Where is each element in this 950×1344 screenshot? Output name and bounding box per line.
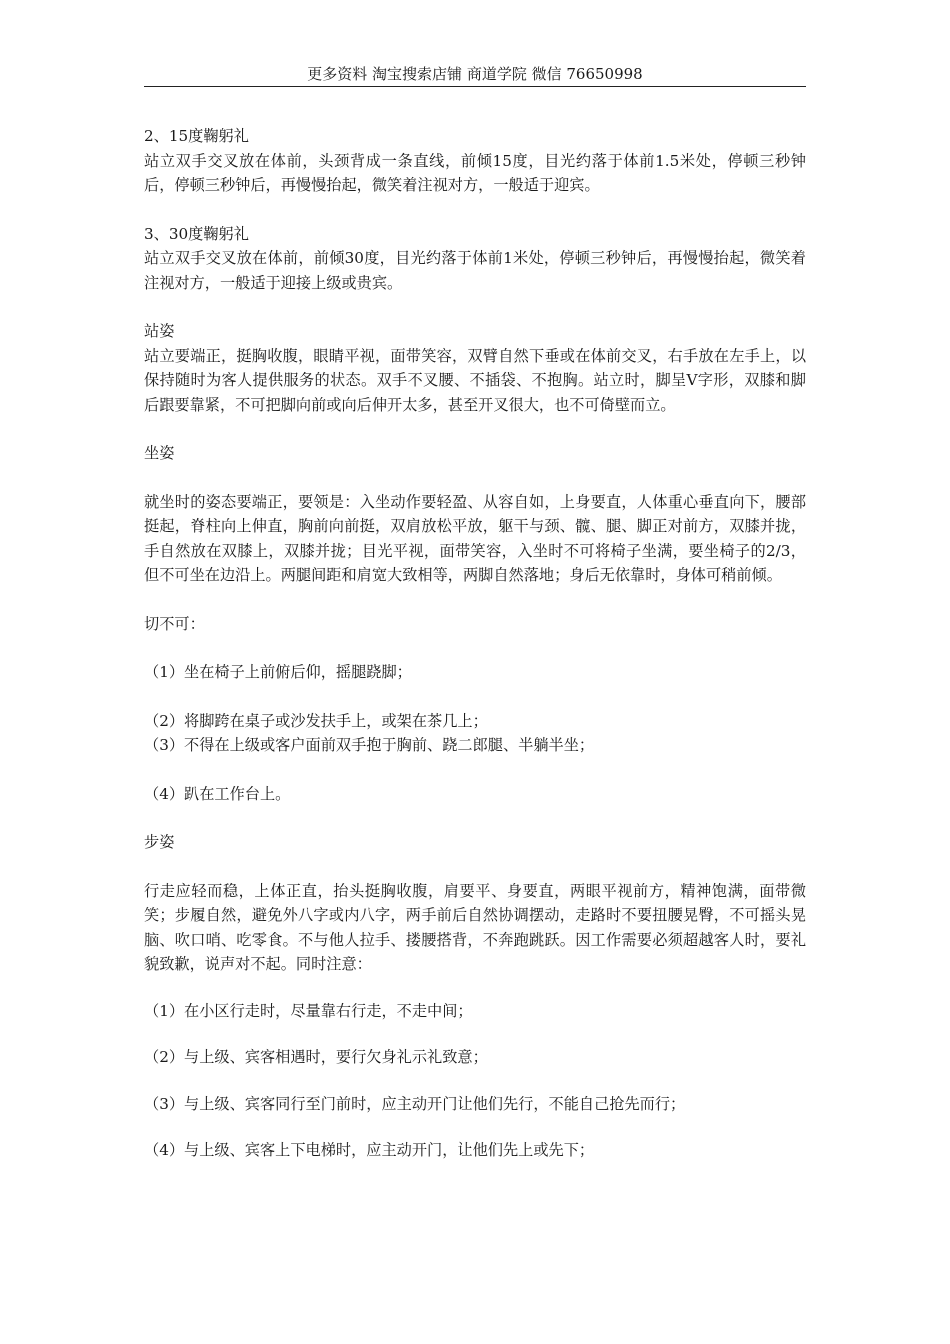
section-title-walking: 步姿 bbox=[144, 833, 175, 851]
header-divider bbox=[144, 86, 806, 87]
list-item: （1）坐在椅子上前俯后仰，摇腿跷脚； bbox=[144, 663, 412, 681]
section-body-bow30: 站立双手交叉放在体前，前倾30度，目光约落于体前1米处，停顿三秒钟后，再慢慢抬起，微笑着注视对方，一般适于迎接上级或贵宾。 bbox=[144, 249, 806, 292]
section-body-walking: 行走应轻而稳，上体正直，抬头挺胸收腹，肩要平、身要直，两眼平视前方，精神饱满，面带微笑；步履自然，避免外八字或内八字，两手前后自然协调摆动，走路时不要扭腰晃臀，不可摇头晃脑、吹口哨、吃零食。不与他人拉手、搂腰搭背，不奔跑跳跃。因工作需要必须超越客人时，要礼貌致歉，说声对不起。同时注意： bbox=[144, 881, 806, 973]
list-item: （3）与上级、宾客同行至门前时，应主动开门让他们先行，不能自己抢先而行； bbox=[144, 1094, 686, 1113]
section-title-standing: 站姿 bbox=[144, 322, 175, 340]
list-item: （1）在小区行走时，尽量靠右行走，不走中间； bbox=[144, 1001, 473, 1020]
list-item: （2）与上级、宾客相遇时，要行欠身礼示礼致意； bbox=[144, 1048, 488, 1066]
sitting-warning: 切不可： bbox=[144, 614, 205, 633]
section-title-bow15: 2、15度鞠躬礼 bbox=[144, 127, 249, 145]
list-item: （3）不得在上级或客户面前双手抱于胸前、跷二郎腿、半躺半坐； bbox=[144, 736, 595, 754]
section-title-bow30: 3、30度鞠躬礼 bbox=[144, 224, 249, 243]
section-body-standing: 站立要端正，挺胸收腹，眼睛平视，面带笑容，双臂自然下垂或在体前交叉，右手放在左手上，以保持随时为客人提供服务的状态。双手不叉腰、不插袋、不抱胸。站立时，脚呈V字形，双膝和脚后跟要靠紧，不可把脚向前或向后伸开太多，甚至开叉很大，也不可倚壁而立。 bbox=[144, 346, 806, 414]
list-item: （4）与上级、宾客上下电梯时，应主动开门，让他们先上或先下； bbox=[144, 1141, 595, 1159]
page-header: 更多资料 淘宝搜索店铺 商道学院 微信 76650998 bbox=[307, 65, 643, 83]
list-item: （4）趴在工作台上。 bbox=[144, 784, 291, 803]
list-item: （2）将脚跨在桌子或沙发扶手上，或架在茶几上； bbox=[144, 711, 488, 730]
section-title-sitting: 坐姿 bbox=[144, 444, 175, 462]
document-body bbox=[144, 124, 806, 1163]
section-body-bow15: 站立双手交叉放在体前，头颈背成一条直线，前倾15度，目光约落于体前1.5米处，停顿三秒钟后，停顿三秒钟后，再慢慢抬起，微笑着注视对方，一般适于迎宾。 bbox=[144, 151, 806, 194]
section-body-sitting: 就坐时的姿态要端正，要领是：入坐动作要轻盈、从容自如，上身要直，人体重心垂直向下，腰部挺起，脊柱向上伸直，胸前向前挺，双肩放松平放，躯干与颈、髋、腿、脚正对前方，双膝并拢，手自然放在双膝上，双膝并拢；目光平视，面带笑容，入坐时不可将椅子坐满，要坐椅子的2/3，但不可坐在边沿上。两腿间距和肩宽大致相等，两脚自然落地；身后无依靠时，身体可稍前倾。 bbox=[144, 492, 806, 584]
